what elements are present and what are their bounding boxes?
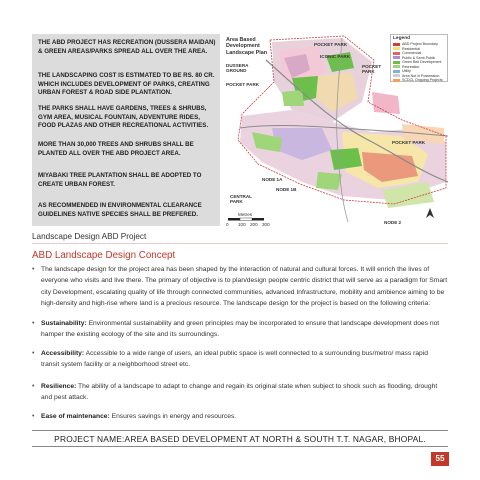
bullet-resilience [32,381,448,404]
map-label-pocket-park-right: POCKET PARK [392,140,426,145]
key-point-recreation: THE ABD PROJECT HAS RECREATION (DUSSERA MAIDAN) & GREEN AREAS/PARKS SPREAD ALL OVER THE AREA. [38,39,216,55]
legend-label: Commercial [402,51,422,55]
legend-item [393,42,438,46]
map-legend [390,34,448,82]
bullet-maintenance [32,411,448,422]
legend-label: Public & Semi-Public [402,55,436,60]
bullet-dot: • [32,383,35,390]
bullet-lead: Sustainability: [41,320,87,327]
project-name-footer: PROJECT NAME:AREA BASED DEVELOPMENT AT NORTH & SOUTH T.T. NAGAR, BHOPAL. [54,434,426,444]
bullet-body: Accessible to a wide range of users, an ideal public space is well connected to a surrounding bus/metro/ mass rapid transit system facility or a neighborhood street etc. [41,350,428,369]
bullet-body: Ensures savings in energy and resources. [109,413,237,420]
figure-caption: Landscape Design ABD Project [32,232,147,241]
legend-item [393,47,420,51]
key-point-parks: THE PARKS SHALL HAVE GARDENS, TREES & SHRUBS, GYM AREA, MUSICAL FOUNTAIN, ADVENTURE RIDES, FOOD PLAZAS AND OTHER RECREATIONAL ACTIVITIES. [38,105,209,130]
bullet-text [41,411,448,422]
legend-swatch [393,74,400,77]
bullet-lead: Resilience: [41,383,77,390]
map-scale-tick: 200 [250,222,258,227]
legend-swatch [393,47,400,50]
divider [32,243,448,244]
legend-swatch [393,61,400,64]
legend-label: Utility [402,69,411,73]
key-point-trees: MORE THAN 30,000 TREES AND SHRUBS SHALL BE PLANTED ALL OVER THE ABD PROJECT AREA. [38,141,194,157]
footer-rule [32,430,448,431]
map-label-node-1b: NODE 1B [276,187,297,192]
map-label-pocket-park: POCKET PARK [314,42,348,47]
legend-item [393,74,439,78]
map-scale-tick: 300 [262,222,270,227]
section-title: ABD Landscape Design Concept [32,250,176,261]
bullet-dot: • [32,350,35,357]
legend-item [393,60,441,64]
bullet-sustainability [32,318,448,341]
map-label-node-1a: NODE 1A [262,177,283,182]
legend-label: Residential [402,46,420,51]
map-scale-tick: 100 [238,222,246,227]
key-point-cost: THE LANDSCAPING COST IS ESTIMATED TO BE RS. 80 CR. WHICH INCLUDES DEVELOPMENT OF PARKS, CREATING URBAN FOREST & ROAD SIDE PLANTATION. [38,72,215,97]
legend-item [393,78,443,82]
key-points-panel [32,34,220,226]
legend-swatch [393,79,400,82]
page-number: 55 [431,452,449,466]
landscape-plan-map [222,32,448,228]
bullet-text [41,348,448,371]
map-scale-tick: 0 [226,222,229,227]
legend-item [393,69,411,73]
legend-label: SCDCL Ongoing Projects [402,78,443,82]
legend-label: ABD Project Boundary [402,42,438,46]
bullet-dot: • [32,413,35,420]
map-scale-unit: Metres [238,212,253,217]
bullet-intro [32,264,448,309]
legend-swatch [393,52,400,55]
legend-swatch [393,65,400,68]
legend-title: Legend [393,36,411,41]
legend-label: Area Not in Possession [402,73,440,78]
bullet-lead: Accessibility: [41,350,85,357]
map-label-pocket-park-left: POCKET PARK [226,82,260,87]
bullet-text [41,381,448,404]
key-point-native-species: AS RECOMMENDED IN ENVIRONMENTAL CLEARANCE GUIDELINES NATIVE SPECIES SHALL BE PREFERED. [38,202,202,218]
legend-label: Green Belt Development [402,60,442,64]
bullet-accessibility [32,348,448,371]
bullet-text [41,264,448,309]
legend-item [393,65,419,69]
footer-rule [32,446,448,447]
legend-item [393,56,435,60]
map-label-node-2: NODE 2 [384,220,402,225]
map-label-central-park: CENTRAL PARK [230,194,252,205]
bullet-body: The ability of a landscape to adapt to change and regain its original state when subject to shock such as flooding, drought and pest attack. [41,383,438,402]
key-point-miyabaki: MIYABAKI TREE PLANTATION SHALL BE ADOPTED TO CREATE URBAN FOREST. [38,172,202,188]
bullet-lead: Ease of maintenance: [41,413,110,420]
bullet-dot: • [32,320,35,327]
legend-item [393,51,421,55]
map-label-pocket-park-mid: POCKET PARK [362,64,382,75]
map-title: Area Based Development Landscape Plan [226,37,268,56]
map-label-dussera-ground: DUSSERA GROUND [226,63,249,74]
bullet-body: Environmental sustainability and green principles may be incorporated to ensure that landscape development does not hamper the existing ecology of the site and its surroundings. [41,320,440,339]
legend-swatch [393,43,400,46]
map-label-iconic-park: ICONIC PARK [320,54,351,59]
legend-swatch [393,70,400,73]
legend-swatch [393,56,400,59]
bullet-text [41,318,448,341]
legend-label: Recreation [402,64,420,69]
bullet-dot: • [32,266,35,273]
bullet-body: The landscape design for the project area has been shaped by the interaction of natural and cultural forces. It will enrich the lives of everyone who visits and live there. The primary of objective is to plan/design people centric district that will serve as a paradigm for Smart city Development, escalating quality of life through connected communities, advanced Infrastructure, mobility and ambience aiming to be high-density and high-rise where land is a precious resource. The landscape design for the project is based on the following criteria: [41,266,448,307]
